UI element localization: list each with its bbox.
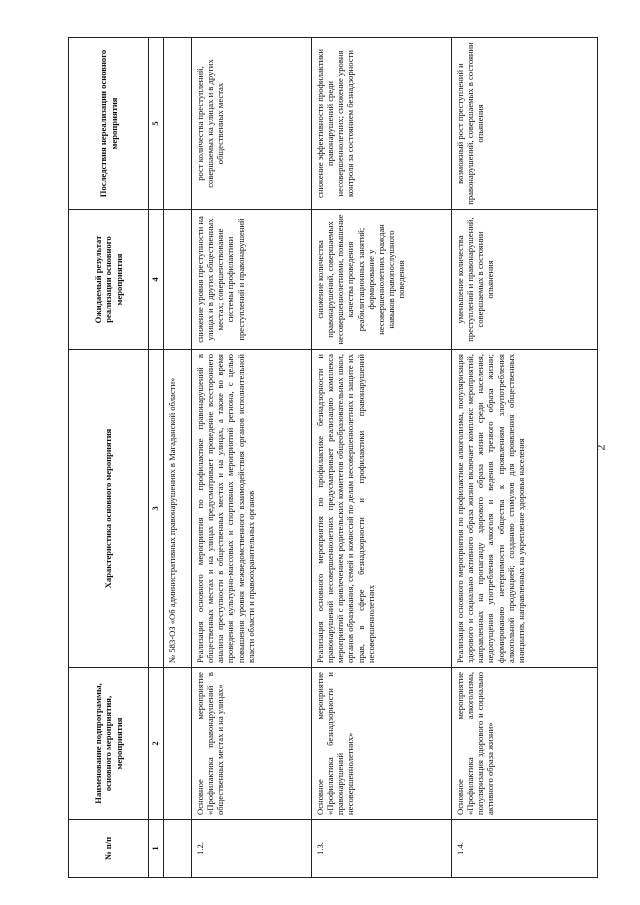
row-num [164,820,192,878]
row-name: Основное мероприятие «Профилактика правонарушений в общественных местах и на улицах» [192,668,312,820]
header-consequences: Последствия нереализации основного мероприятия [69,38,149,210]
row-consequences: рост количества преступлений, совершаемых на улицах и в других общественных местах [192,38,312,210]
rotated-sheet [68,38,598,878]
row-name: Основное мероприятие «Профилактика безнадзорности и правонарушений несовершеннолетних» [312,668,452,820]
row-name: Основное мероприятие «Профилактика алкоголизма, популяризация здорового и социально активного образа жизни» [452,668,598,820]
header-num: № п/п [69,820,149,878]
row-expected: уменьшение количества преступлений и правонарушений, совершаемых в состоянии опьянения [452,210,598,350]
row-characteristic: Реализация основного мероприятия по профилактике алкоголизма, популяризация здорового и социально активного образа жизни включает комплекс мероприятий, направленных на пропаганду здорового образа жизни среди населения, недопущения употребления алкоголя и ведения трезвого образа жизни; формированию нетерпимости общества к проявлениям злоупотребления алкогольной продукцией; созданию стимулов для проявления общественных инициатив, направленных на укрепление здоровья населения [452,350,598,668]
row-consequences: возможный рост преступлений и правонарушений, совершаемых в состоянии опьянения [452,38,598,210]
measures-table [68,37,598,878]
row-num: 1.3. [312,820,452,878]
row-characteristic: Реализация основного мероприятия по профилактике безнадзорности и правонарушений несовершеннолетних предусматривает реализацию комплекса мероприятий с привлечением родительских комитетов общеобразовательных школ, органов образования, семей и комиссий по делам несовершеннолетних и защите их прав, в сфере безнадзорности и профилактики правонарушений несовершеннолетних [312,350,452,668]
document-page [68,38,598,878]
row-name [164,668,192,820]
column-number: 4 [149,210,164,350]
row-consequences [164,38,192,210]
table-row [192,38,312,878]
page-number: 2 [593,444,608,451]
row-characteristic: Реализация основного мероприятия по профилактике правонарушений в общественных местах и на улицах предусматривает проведение всестороннего анализа преступности в общественных местах и на улицах, а также во время проведения культурно-массовых и спортивных мероприятий региона, с целью повышения уровня межведомственного взаимодействия органов исполнительной власти области и правоохранительных органов [192,350,312,668]
row-num: 1.2. [192,820,312,878]
row-expected: снижение количества правонарушений, совершаемых несовершеннолетними, повышение качества проведения реабилитационных занятий; формирование у несовершеннолетних граждан навыков правопослушного поведения [312,210,452,350]
row-expected: снижение уровня преступности на улицах и в других общественных местах; совершенствование системы профилактики преступлений и правонарушений [192,210,312,350]
table-row [452,38,598,878]
column-number: 1 [149,820,164,878]
header-row [69,38,149,878]
column-number-row [149,38,164,878]
table-row [312,38,452,878]
row-characteristic: № 583-ОЗ «Об административных правонарушениях в Магаданской области» [164,350,192,668]
row-consequences: снижение эффективности профилактики правонарушений среди несовершеннолетних; снижение уровня контроля за состоянием безнадзорности [312,38,452,210]
header-expected: Ожидаемый результат реализации основного мероприятия [69,210,149,350]
header-name: Наименование подпрограммы, основного мероприятия, мероприятия [69,668,149,820]
header-characteristic: Характеристика основного мероприятия [69,350,149,668]
column-number: 5 [149,38,164,210]
column-number: 3 [149,350,164,668]
table-row [164,38,192,878]
row-expected [164,210,192,350]
row-num: 1.4. [452,820,598,878]
column-number: 2 [149,668,164,820]
